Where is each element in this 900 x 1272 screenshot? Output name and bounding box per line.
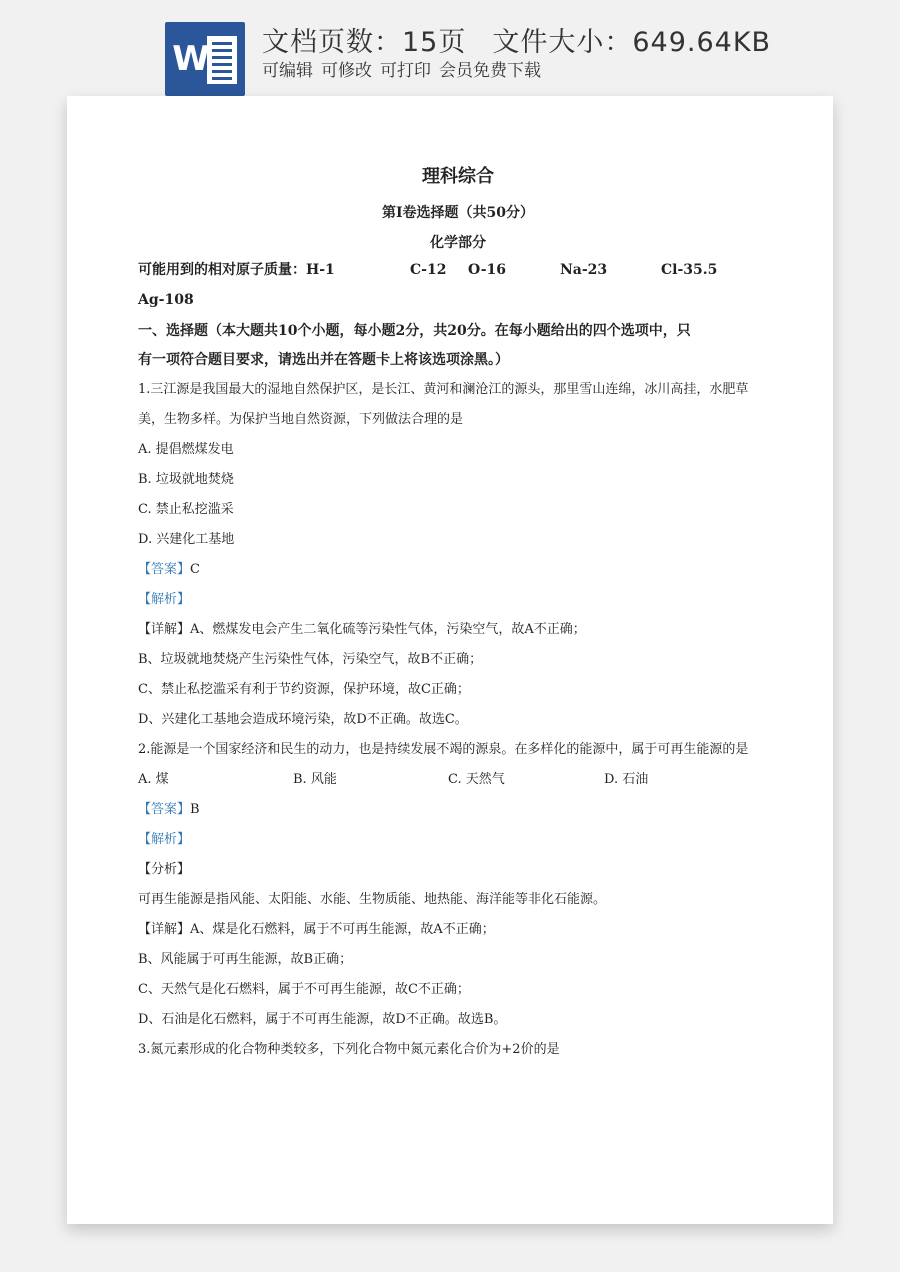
q1-explanation-2: B、垃圾就地焚烧产生污染性气体，污染空气，故B不正确； [138,652,483,667]
question-1-line-1: 1.三江源是我国最大的湿地自然保护区，是长江、黄河和澜沧江的源头，那里雪山连绵，冰川高挂，水肥草 [138,382,749,397]
feature-editable: 可编辑 [262,61,313,81]
instruction-line-2: 有一项符合题目要求，请选出并在答题卡上将该选项涂黑。） [138,352,509,368]
file-info [262,20,797,59]
q2-option-d: D. 石油 [604,772,649,787]
q2-option-a: A. 煤 [138,772,169,787]
q1-option-b: B. 垃圾就地焚烧 [138,472,234,487]
q2-options [138,771,778,789]
q1-explanation-4: D、兴建化工基地会造成环境污染，故D不正确。故选C。 [138,712,468,727]
q1-option-a: A. 提倡燃煤发电 [138,442,234,457]
q2-option-b: B. 风能 [293,772,337,787]
atomic-mass-line [138,261,778,279]
question-2: 2.能源是一个国家经济和民生的动力，也是持续发展不竭的源泉。在多样化的能源中，属于可再生能源的是 [138,742,749,757]
q1-option-d: D. 兴建化工基地 [138,532,235,547]
q2-fenxi-text: 可再生能源是指风能、太阳能、水能、生物质能、地热能、海洋能等非化石能源。 [138,892,607,907]
mass-ag: Ag-108 [138,292,194,308]
answer-label: 【答案】 [138,562,191,577]
mass-cl: Cl-35.5 [661,262,718,278]
q2-explanation-3: C、天然气是化石燃料，属于不可再生能源，故C不正确； [138,982,470,997]
document-title: 理科综合 [422,166,494,187]
q2-explanation-1: 【详解】A、煤是化石燃料，属于不可再生能源，故A不正确； [138,922,495,937]
q1-analysis-label: 【解析】 [138,592,191,607]
answer-value: B [190,802,200,817]
file-size: 文件大小：649.64KB [492,27,772,58]
word-document-icon: W [165,22,245,96]
mass-label: 可能用到的相对原子质量：H-1 [138,262,335,278]
answer-label: 【答案】 [138,802,191,817]
page-count: 文档页数：15页 [262,27,467,58]
feature-modifiable: 可修改 [321,61,372,81]
q1-option-c: C. 禁止私挖滥采 [138,502,234,517]
q2-explanation-2: B、风能属于可再生能源，故B正确； [138,952,353,967]
question-1-line-2: 美，生物多样。为保护当地自然资源，下列做法合理的是 [138,412,464,427]
q2-answer [138,801,200,819]
document-subtitle: 第Ⅰ卷选择题（共50分） [381,205,535,221]
q1-answer [138,561,200,579]
question-3: 3.氮元素形成的化合物种类较多，下列化合物中氮元素化合价为+2价的是 [138,1042,560,1057]
q1-explanation-3: C、禁止私挖滥采有利于节约资源，保护环境，故C正确； [138,682,470,697]
q2-option-c: C. 天然气 [448,772,505,787]
q1-explanation-1: 【详解】A、燃煤发电会产生二氧化硫等污染性气体，污染空气，故A不正确； [138,622,586,637]
header-banner [0,0,900,96]
mass-na: Na-23 [560,262,608,278]
answer-value: C [190,562,200,577]
feature-member-download: 会员免费下载 [439,61,541,81]
feature-printable: 可打印 [380,61,431,81]
instruction-line-1: 一、选择题（本大题共10个小题，每小题2分，共20分。在每小题给出的四个选项中，只 [138,323,691,339]
feature-list [262,56,549,81]
document-page [67,96,833,1224]
q2-fenxi-label: 【分析】 [138,862,191,877]
mass-o: O-16 [468,262,507,278]
q2-explanation-4: D、石油是化石燃料，属于不可再生能源，故D不正确。故选B。 [138,1012,507,1027]
mass-c: C-12 [410,262,447,278]
section-heading: 化学部分 [430,235,486,251]
q2-analysis-label: 【解析】 [138,832,191,847]
